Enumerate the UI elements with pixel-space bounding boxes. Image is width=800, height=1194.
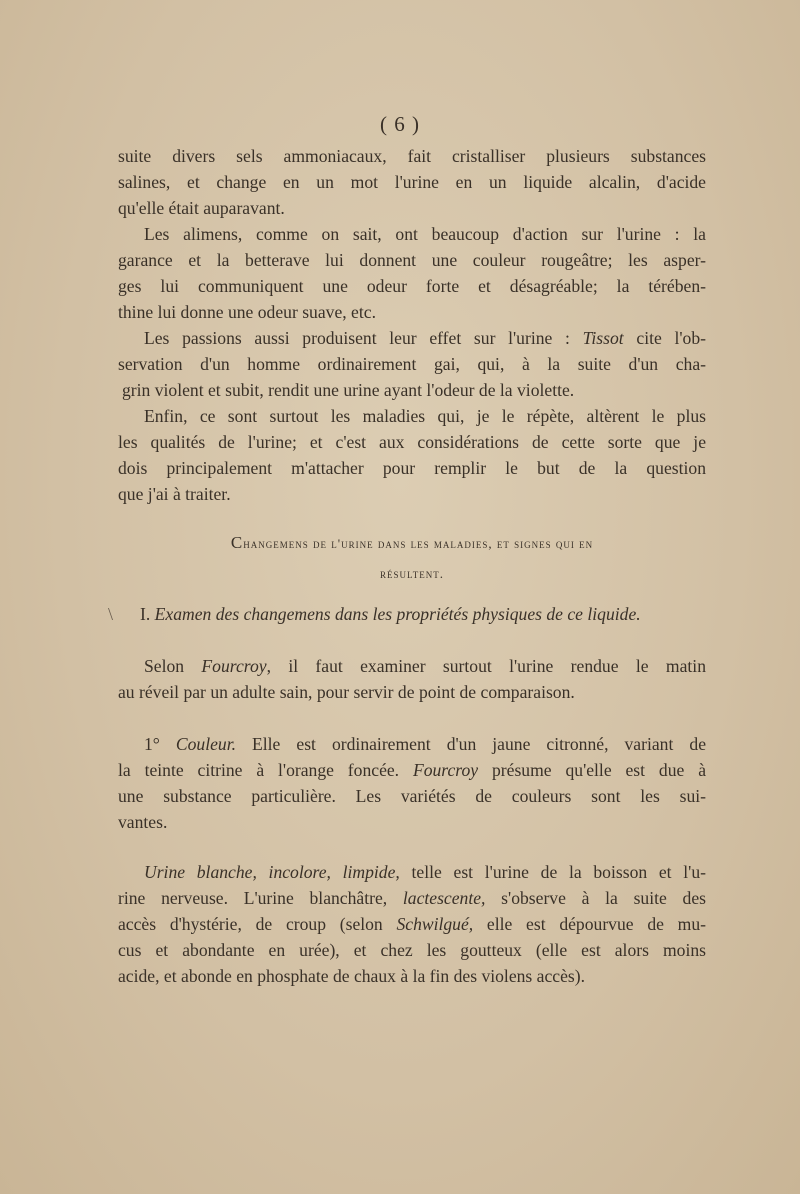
text-segment: rine nerveuse. L'urine blanchâtre, xyxy=(118,888,403,908)
paragraph-urine-blanche xyxy=(118,859,706,989)
text-line: les qualités de l'urine; et c'est aux considérations de cette sorte que je xyxy=(118,432,706,452)
text-segment: Les passions aussi produisent leur effet sur l'urine : xyxy=(144,328,583,348)
text-line xyxy=(118,859,706,885)
section-title-line xyxy=(118,528,706,559)
heading-number: I. xyxy=(140,604,151,624)
text-line: suite divers sels ammoniacaux, fait cristalliser plusieurs substances xyxy=(118,146,706,166)
text-segment: elle est dépourvue de mu- xyxy=(473,914,706,934)
text-line: que j'ai à traiter. xyxy=(118,484,231,504)
text-segment: la teinte citrine à l'orange foncée. xyxy=(118,760,413,780)
text-line: dois principalement m'attacher pour remplir le but de la question xyxy=(118,458,706,478)
author-name: Fourcroy xyxy=(201,656,267,676)
text-line: ges lui communiquent une odeur forte et désagréable; la térében- xyxy=(118,276,706,296)
text-segment: , il faut examiner surtout l'urine rendue le matin xyxy=(266,656,706,676)
paragraph-couleur xyxy=(118,731,706,835)
text-line xyxy=(118,325,706,351)
author-name: Tissot xyxy=(582,328,624,348)
text-line: Les alimens, comme on sait, ont beaucoup d'action sur l'urine : la xyxy=(144,224,706,244)
margin-mark: \ xyxy=(108,604,114,624)
text-segment: Selon xyxy=(144,656,202,676)
term: lactescente, xyxy=(402,888,486,908)
text-segment: telle est l'urine de la boisson et l'u- xyxy=(399,862,706,882)
text-line: garance et la betterave lui donnent une couleur rougeâtre; les asper- xyxy=(118,250,706,270)
text-segment: s'observe à la suite des xyxy=(485,888,706,908)
text-segment: présume qu'elle est due à xyxy=(478,760,706,780)
text-segment: Elle est ordinairement d'un jaune citronné, variant de xyxy=(236,734,706,754)
subsection-heading xyxy=(140,604,641,625)
text-line: thine lui donne une odeur suave, etc. xyxy=(118,302,376,322)
text-segment: 1° xyxy=(144,734,176,754)
author-name: Fourcroy xyxy=(412,760,479,780)
text-line: acide, et abonde en phosphate de chaux à la fin des violens accès). xyxy=(118,966,586,986)
text-line: au réveil par un adulte sain, pour servir de point de comparaison. xyxy=(118,682,575,702)
paragraph-passions xyxy=(118,325,706,403)
text-line xyxy=(118,911,706,937)
term: Couleur. xyxy=(175,734,236,754)
section-title xyxy=(118,528,706,589)
text-segment: cite l'ob- xyxy=(623,328,706,348)
text-line: Enfin, ce sont surtout les maladies qui, je le répète, altèrent le plus xyxy=(144,406,706,426)
text-line: cus et abondante en urée), et chez les goutteux (elle est alors moins xyxy=(118,940,706,960)
text-line: grin violent et subit, rendit une urine ayant l'odeur de la violette. xyxy=(122,380,575,400)
text-line xyxy=(118,731,706,757)
section-title-line: résultent. xyxy=(380,566,444,581)
text-segment: accès d'hystérie, de croup (selon xyxy=(118,914,397,934)
text-line xyxy=(118,885,706,911)
paragraph-continuation xyxy=(118,143,706,221)
text-line: une substance particulière. Les variétés de couleurs sont les sui- xyxy=(118,786,706,806)
text-line xyxy=(118,757,706,783)
author-name: Schwilgué, xyxy=(396,914,474,934)
heading-text: Examen des changemens dans les propriétés physiques de ce liquide. xyxy=(150,604,641,624)
paragraph-enfin xyxy=(118,403,706,507)
text-line: vantes. xyxy=(118,812,168,832)
page-number: ( 6 ) xyxy=(380,112,420,136)
text-line xyxy=(118,653,706,679)
drop-cap: C xyxy=(230,533,244,552)
text-line: qu'elle était auparavant. xyxy=(118,198,285,218)
text-line: servation d'un homme ordinairement gai, qui, à la suite d'un cha- xyxy=(118,354,706,374)
text-segment: hangemens de l'urine dans les maladies, et signes qui en xyxy=(243,536,594,551)
text-line: salines, et change en un mot l'urine en un liquide alcalin, d'acide xyxy=(118,172,706,192)
paragraph-fourcroy xyxy=(118,653,706,705)
term: Urine blanche, incolore, limpide, xyxy=(144,862,400,882)
paragraph-alimens xyxy=(118,221,706,325)
